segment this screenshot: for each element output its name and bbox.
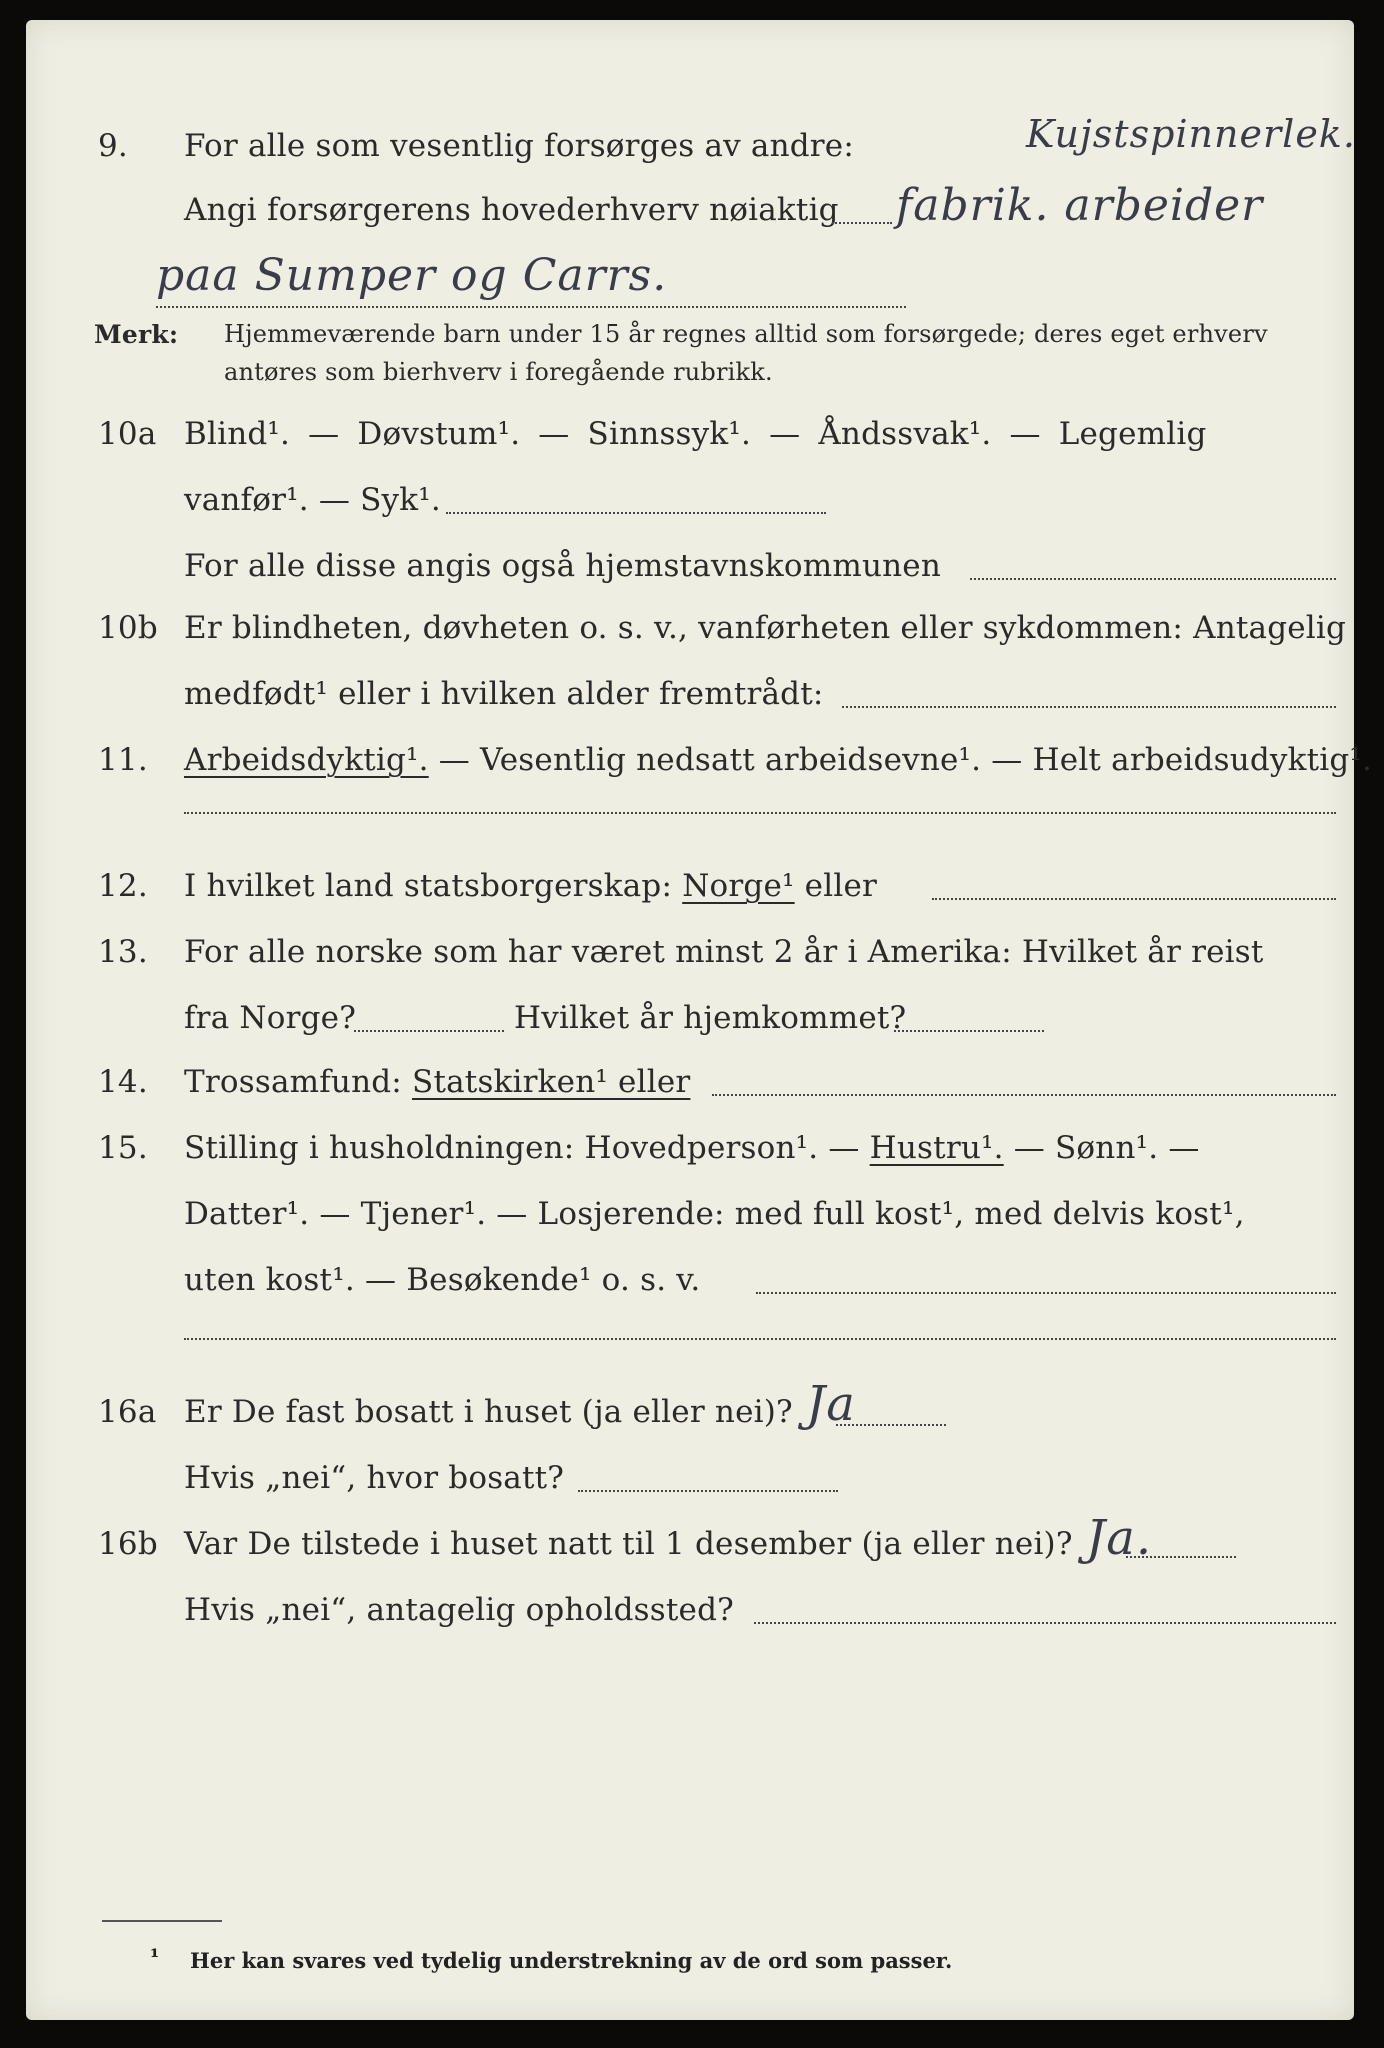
- merk-text-1: Hjemmeværende barn under 15 år regnes alltid som forsørgede; deres eget erhverv: [224, 320, 1268, 348]
- q9-handwriting-a: Kujstspinnerlek.: [1026, 112, 1356, 156]
- footnote-rule: [102, 1920, 222, 1922]
- q10a-fill-line-1: [446, 512, 826, 514]
- q11-text-rest: — Vesentlig nedsatt arbeidsevne¹. — Helt arbeidsudyktig¹.: [428, 742, 1373, 778]
- q15-text-3: uten kost¹. — Besøkende¹ o. s. v.: [184, 1262, 701, 1298]
- q14-statskirken-underlined: Statskirken¹ eller: [412, 1064, 691, 1100]
- merk-label: Merk:: [94, 320, 179, 349]
- q16a-handwriting: Ja: [806, 1376, 856, 1432]
- q12-number: 12.: [98, 868, 148, 904]
- q9-handwriting-b: fabrik. arbeider: [896, 180, 1264, 231]
- q15-text-2: Datter¹. — Tjener¹. — Losjerende: med full kost¹, med delvis kost¹,: [184, 1196, 1245, 1232]
- q10a-text-2: vanfør¹. — Syk¹.: [184, 482, 441, 518]
- q10b-fill-line: [842, 706, 1336, 708]
- q16b-fill-line-1: [1126, 1556, 1236, 1558]
- q16b-number: 16b: [98, 1526, 158, 1562]
- census-form-page: [26, 20, 1373, 2020]
- q9-text-1: For alle som vesentlig forsørges av andre:: [184, 128, 854, 164]
- q10a-fill-line-2: [970, 578, 1336, 580]
- q9-number: 9.: [98, 128, 128, 164]
- q16a-text-1: Er De fast bosatt i huset (ja eller nei)?: [184, 1394, 793, 1430]
- q10a-number: 10a: [98, 416, 157, 452]
- q11-number: 11.: [98, 742, 148, 778]
- q12-norge-underlined: Norge¹: [682, 868, 795, 904]
- q11-arbeidsdyktig-underlined: Arbeidsdyktig¹.: [184, 742, 429, 778]
- q9-text-2: Angi forsørgerens hovederhverv nøiaktig: [184, 192, 839, 228]
- footnote-text: Her kan svares ved tydelig understrekning av de ord som passer.: [190, 1948, 953, 1973]
- q10a-text-1: Blind¹. — Døvstum¹. — Sinnssyk¹. — Åndssvak¹. — Legemlig: [184, 416, 1207, 452]
- q15-hustru-underlined: Hustru¹.: [869, 1130, 1004, 1166]
- q10b-text-1: Er blindheten, døvheten o. s. v., vanførheten eller sykdommen: Antagelig: [184, 610, 1347, 646]
- q10a-text-3: For alle disse angis også hjemstavnskommunen: [184, 548, 941, 584]
- q16a-number: 16a: [98, 1394, 157, 1430]
- q16b-text-1: Var De tilstede i huset natt til 1 desember (ja eller nei)?: [184, 1526, 1073, 1562]
- q14-text-pre: Trossamfund:: [184, 1064, 413, 1100]
- q9-fill-line-1: [832, 222, 892, 224]
- q15-text-1b: — Sønn¹. —: [1003, 1130, 1200, 1166]
- q14-fill-line: [712, 1094, 1336, 1096]
- q13-text-2a: fra Norge?: [184, 1000, 357, 1036]
- q16b-handwriting: Ja.: [1086, 1510, 1153, 1566]
- q16a-text-2: Hvis „nei“, hvor bosatt?: [184, 1460, 565, 1496]
- q9-fill-line-2: [156, 306, 906, 308]
- q10b-text-2: medfødt¹ eller i hvilken alder fremtrådt:: [184, 676, 824, 712]
- q16a-fill-line-2: [578, 1490, 838, 1492]
- q14-number: 14.: [98, 1064, 148, 1100]
- q15-fill-line-1: [756, 1292, 1336, 1294]
- q16b-text-2: Hvis „nei“, antagelig opholdssted?: [184, 1592, 734, 1628]
- q13-fill-line-2: [894, 1030, 1044, 1032]
- q15-fill-line-2: [184, 1338, 1336, 1340]
- q12-text-post: eller: [794, 868, 878, 904]
- q13-number: 13.: [98, 934, 148, 970]
- q15-text-1a: Stilling i husholdningen: Hovedperson¹. —: [184, 1130, 870, 1166]
- q16b-fill-line-2: [754, 1622, 1336, 1624]
- q13-text-2b: Hvilket år hjemkommet?: [514, 1000, 907, 1036]
- q13-fill-line-1: [354, 1030, 504, 1032]
- footnote-mark: ¹: [150, 1944, 160, 1969]
- q10b-number: 10b: [98, 610, 158, 646]
- q12-text-pre: I hvilket land statsborgerskap:: [184, 868, 683, 904]
- q15-number: 15.: [98, 1130, 148, 1166]
- q9-handwriting-c: paa Sumper og Carrs.: [156, 250, 668, 301]
- q11-fill-line: [184, 812, 1336, 814]
- q16a-fill-line-1: [836, 1424, 946, 1426]
- q13-text-1: For alle norske som har været minst 2 år i Amerika: Hvilket år reist: [184, 934, 1264, 970]
- q12-fill-line: [932, 898, 1336, 900]
- merk-text-2: antøres som bierhverv i foregående rubrikk.: [224, 358, 773, 386]
